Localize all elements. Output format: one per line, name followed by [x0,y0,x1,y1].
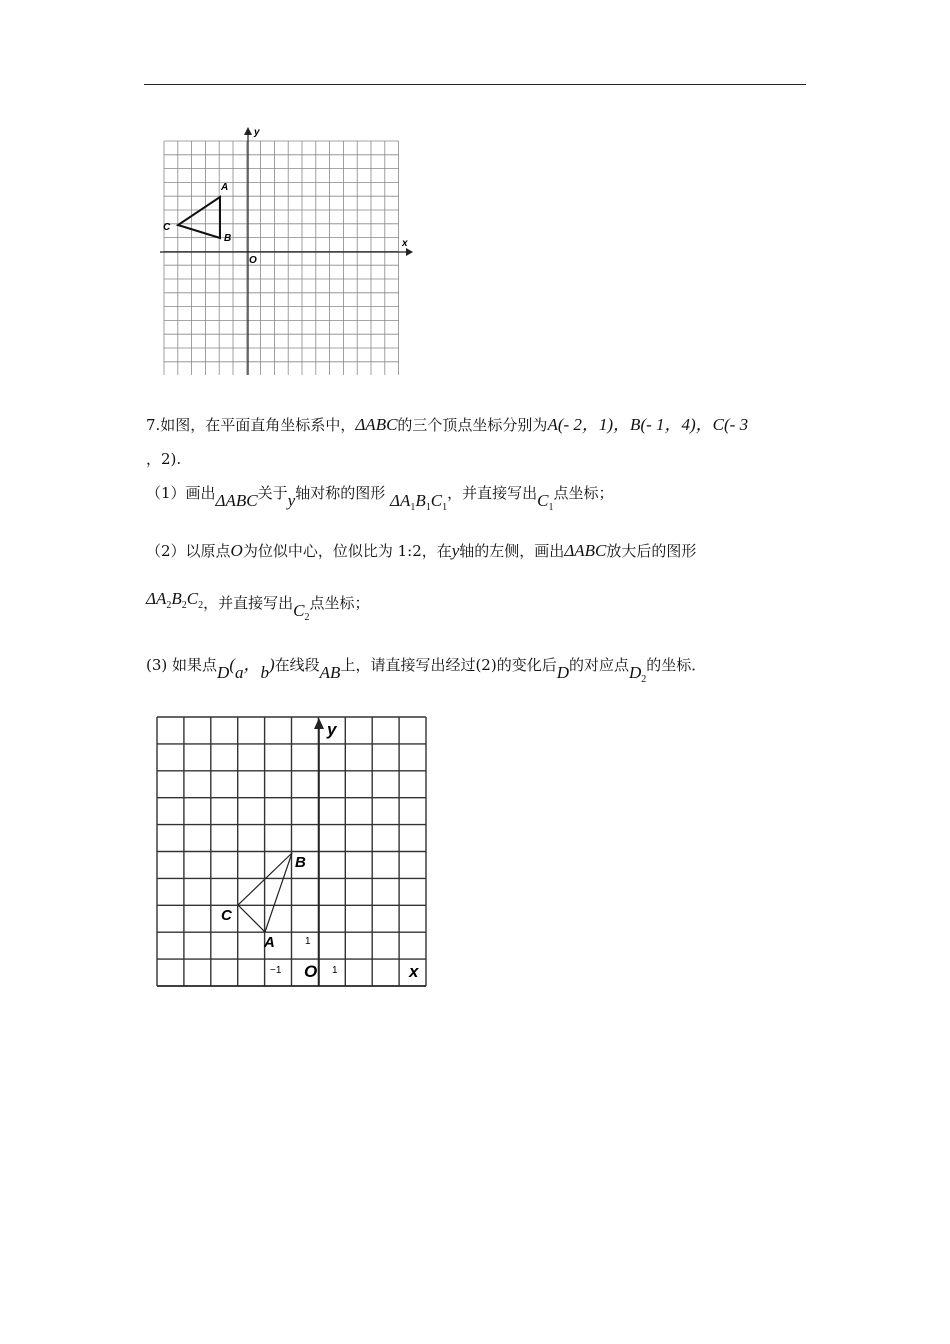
y-axis-label: y [327,720,337,739]
figure-2-grid [155,715,430,990]
y-axis-arrow-icon [244,127,252,135]
triangle-abc [178,197,220,238]
header-rule [144,84,806,85]
origin-label: O [304,962,318,981]
question-2: （2）以原点O为位似中心，位似比为 1:2，在y轴的左侧，画出ΔABC放大后的图形 [146,541,697,560]
x-axis-label: x [402,238,408,249]
problem-line-1: 7.如图，在平面直角坐标系中，ΔABC的三个顶点坐标分别为A(- 2，1)，B(- 1，4)，C(- 3 [146,415,749,434]
origin-label: O [249,255,257,266]
tick-x-1: 1 [332,965,338,976]
point-c-label: C [163,222,171,233]
point-a-label: A [221,182,229,193]
question-1: （1）画出ΔABC关于y轴对称的图形 $\Delta A_1B_1C_1$，并直接写出$C_1$点坐标； [146,484,614,513]
y-axis-label: y [254,127,260,138]
point-b-label: B [295,854,306,871]
y-axis-arrow-icon [314,718,324,729]
x-axis-label: x [409,962,419,981]
tick-x-neg1: −1 [270,965,282,976]
point-b-label: B [224,233,232,244]
problem-line-2: ，2). [146,450,182,468]
point-a-label: A [264,934,275,951]
tick-y-1: 1 [305,936,311,947]
figure-1-grid [150,125,420,375]
question-3: (3) 如果点D(a，b)在线段AB上，请直接写出经过(2)的变化后D的对应点$D_2$的坐标． [146,655,707,685]
x-axis-arrow-icon [406,248,413,256]
point-c-label: C [221,907,232,924]
question-2-cont: $\Delta A_2B_2C_2$，并直接写出$C_2$点坐标； [146,589,370,623]
